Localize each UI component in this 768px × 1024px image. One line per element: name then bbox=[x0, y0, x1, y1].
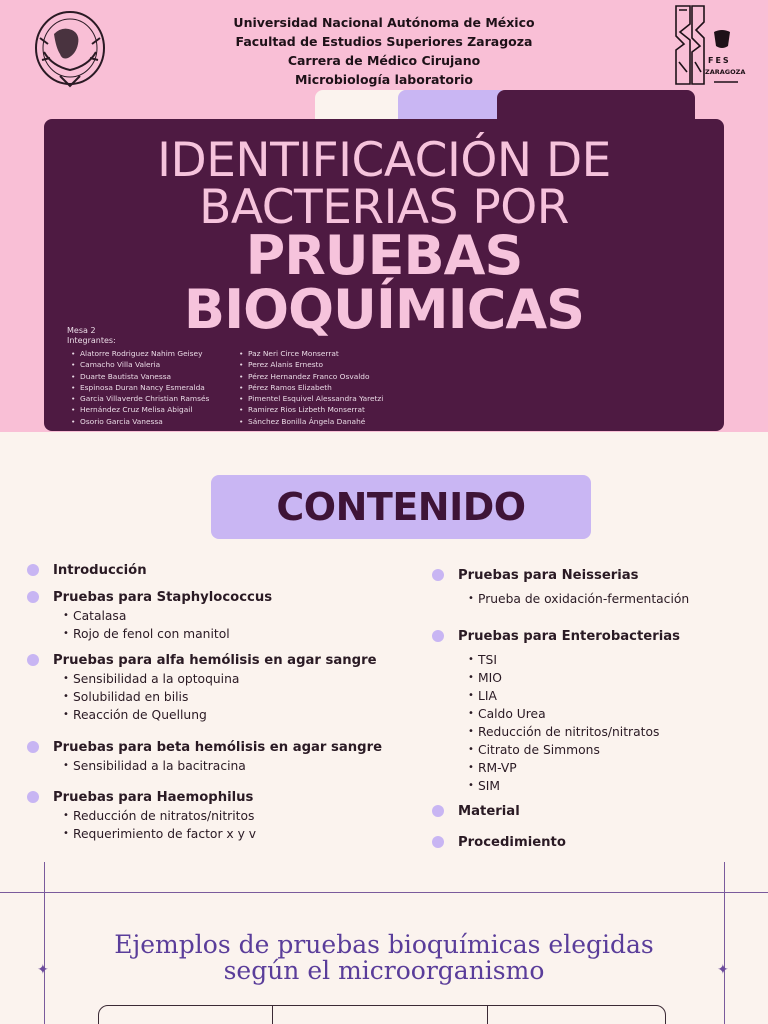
member-item: • Camacho Villa Valeria bbox=[68, 359, 209, 370]
toc-sublist bbox=[468, 651, 680, 795]
examples-title-line-1: Ejemplos de pruebas bioquímicas elegidas bbox=[114, 930, 654, 959]
toc-subitem: • Rojo de fenol con manitol bbox=[63, 625, 272, 643]
toc-subitem: • Catalasa bbox=[63, 607, 272, 625]
toc-subitem: • Sensibilidad a la optoquina bbox=[63, 670, 377, 688]
toc-heading: Material bbox=[458, 803, 520, 819]
bullet-dot-icon bbox=[432, 630, 444, 642]
toc-sublist bbox=[63, 607, 272, 643]
contenido-title: CONTENIDO bbox=[276, 485, 526, 529]
examples-title bbox=[0, 932, 768, 984]
integrantes-label: Integrantes: bbox=[67, 336, 116, 345]
bullet-dot-icon bbox=[27, 591, 39, 603]
member-item: • Pérez Ramos Elizabeth bbox=[236, 382, 383, 393]
member-item: • Perez Alanis Ernesto bbox=[236, 359, 383, 370]
toc-section-introduccion[interactable] bbox=[27, 560, 147, 580]
toc-section-alfa-hemolisis[interactable] bbox=[27, 650, 377, 724]
toc-subitem: • Reducción de nitratos/nitritos bbox=[63, 807, 256, 825]
bullet-dot-icon bbox=[432, 836, 444, 848]
toc-heading: Pruebas para alfa hemólisis en agar sangre bbox=[53, 652, 377, 668]
header-line-course: Microbiología laboratorio bbox=[294, 72, 474, 87]
members-list-left bbox=[68, 348, 209, 427]
toc-heading: Pruebas para Neisserias bbox=[458, 567, 639, 583]
member-item: • Paz Neri Circe Monserrat bbox=[236, 348, 383, 359]
table-column-divider bbox=[487, 1006, 488, 1024]
toc-section-haemophilus[interactable] bbox=[27, 787, 256, 843]
toc-subitem: • RM-VP bbox=[468, 759, 680, 777]
bullet-dot-icon bbox=[27, 564, 39, 576]
member-item: • Espinosa Duran Nancy Esmeralda bbox=[68, 382, 209, 393]
title-line-4: BIOQUÍMICAS bbox=[183, 278, 585, 341]
toc-heading: Pruebas para beta hemólisis en agar sangre bbox=[53, 739, 383, 755]
header-line-career: Carrera de Médico Cirujano bbox=[287, 53, 481, 68]
member-item: • Alatorre Rodriguez Nahim Geisey bbox=[68, 348, 209, 359]
toc-section-beta-hemolisis[interactable] bbox=[27, 737, 382, 775]
title-line-2: BACTERIAS POR bbox=[199, 180, 569, 235]
toc-subitem: • Caldo Urea bbox=[468, 705, 680, 723]
toc-subitem: • TSI bbox=[468, 651, 680, 669]
member-item: • Pimentel Esquivel Alessandra Yaretzi bbox=[236, 393, 383, 404]
toc-section-staphylococcus[interactable] bbox=[27, 587, 272, 643]
toc-heading: Pruebas para Staphylococcus bbox=[53, 589, 273, 605]
member-item: • Sánchez Bonilla Ángela Danahé bbox=[236, 416, 383, 427]
member-item: • Ramirez Rios Lizbeth Monserrat bbox=[236, 404, 383, 415]
contenido-banner bbox=[211, 475, 591, 539]
toc-sublist bbox=[63, 807, 256, 843]
bullet-dot-icon bbox=[432, 805, 444, 817]
members-list-right bbox=[236, 348, 383, 427]
toc-heading: Pruebas para Enterobacterias bbox=[458, 628, 680, 644]
examples-title-line-2: según el microorganismo bbox=[223, 956, 545, 985]
toc-subitem: • Solubilidad en bilis bbox=[63, 688, 377, 706]
toc-subitem: • LIA bbox=[468, 687, 680, 705]
fes-text: FES bbox=[708, 56, 731, 65]
toc-subitem: • Prueba de oxidación-fermentación bbox=[468, 590, 689, 608]
bullet-dot-icon bbox=[27, 791, 39, 803]
table-column-divider bbox=[272, 1006, 273, 1024]
university-header bbox=[0, 13, 768, 89]
member-item: • Pérez Hernandez Franco Osvaldo bbox=[236, 371, 383, 382]
examples-table bbox=[98, 1005, 666, 1024]
title-line-3: PRUEBAS bbox=[245, 224, 523, 287]
member-item: • Garcia Villaverde Christian Ramsés bbox=[68, 393, 209, 404]
toc-section-enterobacterias[interactable] bbox=[432, 626, 680, 795]
toc-heading: Procedimiento bbox=[458, 834, 566, 850]
bullet-dot-icon bbox=[27, 741, 39, 753]
toc-subitem: • Reacción de Quellung bbox=[63, 706, 377, 724]
sparkle-icon: ✦ bbox=[37, 962, 49, 978]
bullet-dot-icon bbox=[432, 569, 444, 581]
mesa-label: Mesa 2 bbox=[67, 326, 96, 335]
fes-zaragoza-logo bbox=[670, 2, 746, 88]
toc-subitem: • Reducción de nitritos/nitratos bbox=[468, 723, 680, 741]
toc-heading: Introducción bbox=[53, 562, 147, 578]
toc-subitem: • SIM bbox=[468, 777, 680, 795]
member-item: • Duarte Bautista Vanessa bbox=[68, 371, 209, 382]
zaragoza-text: ZARAGOZA bbox=[705, 68, 746, 76]
header-line-university: Universidad Nacional Autónoma de México bbox=[233, 15, 535, 30]
title-line-1: IDENTIFICACIÓN DE bbox=[157, 133, 611, 188]
toc-sublist bbox=[63, 670, 377, 724]
toc-subitem: • Citrato de Simmons bbox=[468, 741, 680, 759]
toc-sublist bbox=[468, 590, 689, 608]
bullet-dot-icon bbox=[27, 654, 39, 666]
team-info bbox=[67, 326, 116, 346]
toc-sublist bbox=[63, 757, 382, 775]
toc-heading: Pruebas para Haemophilus bbox=[53, 789, 254, 805]
header-line-faculty: Facultad de Estudios Superiores Zaragoza bbox=[235, 34, 533, 49]
member-item: • Hernández Cruz Melisa Abigail bbox=[68, 404, 209, 415]
sparkle-icon: ✦ bbox=[717, 962, 729, 978]
toc-subitem: • Sensibilidad a la bacitracina bbox=[63, 757, 382, 775]
toc-section-procedimiento[interactable] bbox=[432, 832, 566, 852]
toc-subitem: • MIO bbox=[468, 669, 680, 687]
toc-section-neisserias[interactable] bbox=[432, 565, 689, 608]
divider-line bbox=[0, 892, 768, 893]
toc-section-material[interactable] bbox=[432, 801, 520, 821]
member-item: • Osorio Garcia Vanessa bbox=[68, 416, 209, 427]
toc-subitem: • Requerimiento de factor x y v bbox=[63, 825, 256, 843]
